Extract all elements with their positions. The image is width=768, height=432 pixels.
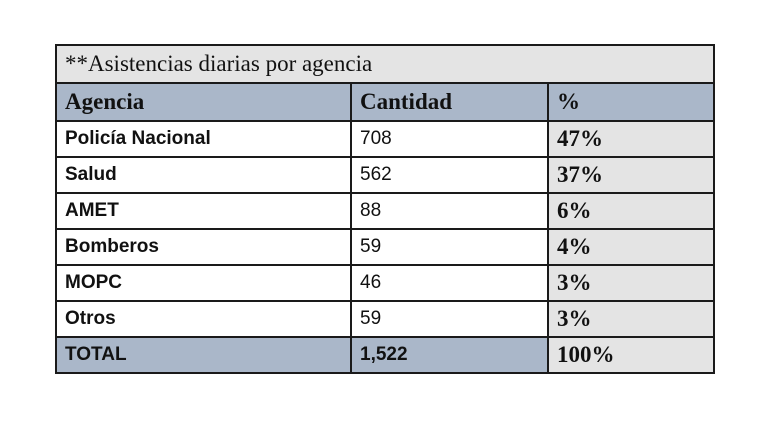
header-percent: % [548,83,714,121]
total-percent: 100% [548,337,714,373]
total-label: TOTAL [56,337,351,373]
quantity-cell: 59 [351,301,548,337]
percent-cell: 3% [548,265,714,301]
total-row [56,337,714,373]
title-row [56,45,714,83]
table-row [56,121,714,157]
header-cantidad: Cantidad [351,83,548,121]
percent-cell: 4% [548,229,714,265]
header-row [56,83,714,121]
assistance-table [55,44,715,374]
assistance-table-container [55,44,713,374]
quantity-cell: 88 [351,193,548,229]
table-row [56,265,714,301]
header-agencia: Agencia [56,83,351,121]
quantity-cell: 59 [351,229,548,265]
agency-cell: Bomberos [56,229,351,265]
total-quantity: 1,522 [351,337,548,373]
agency-cell: AMET [56,193,351,229]
percent-cell: 3% [548,301,714,337]
agency-cell: MOPC [56,265,351,301]
quantity-cell: 562 [351,157,548,193]
table-row [56,193,714,229]
table-row [56,301,714,337]
percent-cell: 47% [548,121,714,157]
percent-cell: 37% [548,157,714,193]
quantity-cell: 708 [351,121,548,157]
agency-cell: Policía Nacional [56,121,351,157]
table-row [56,229,714,265]
quantity-cell: 46 [351,265,548,301]
agency-cell: Otros [56,301,351,337]
agency-cell: Salud [56,157,351,193]
table-title: **Asistencias diarias por agencia [56,45,714,83]
table-row [56,157,714,193]
percent-cell: 6% [548,193,714,229]
